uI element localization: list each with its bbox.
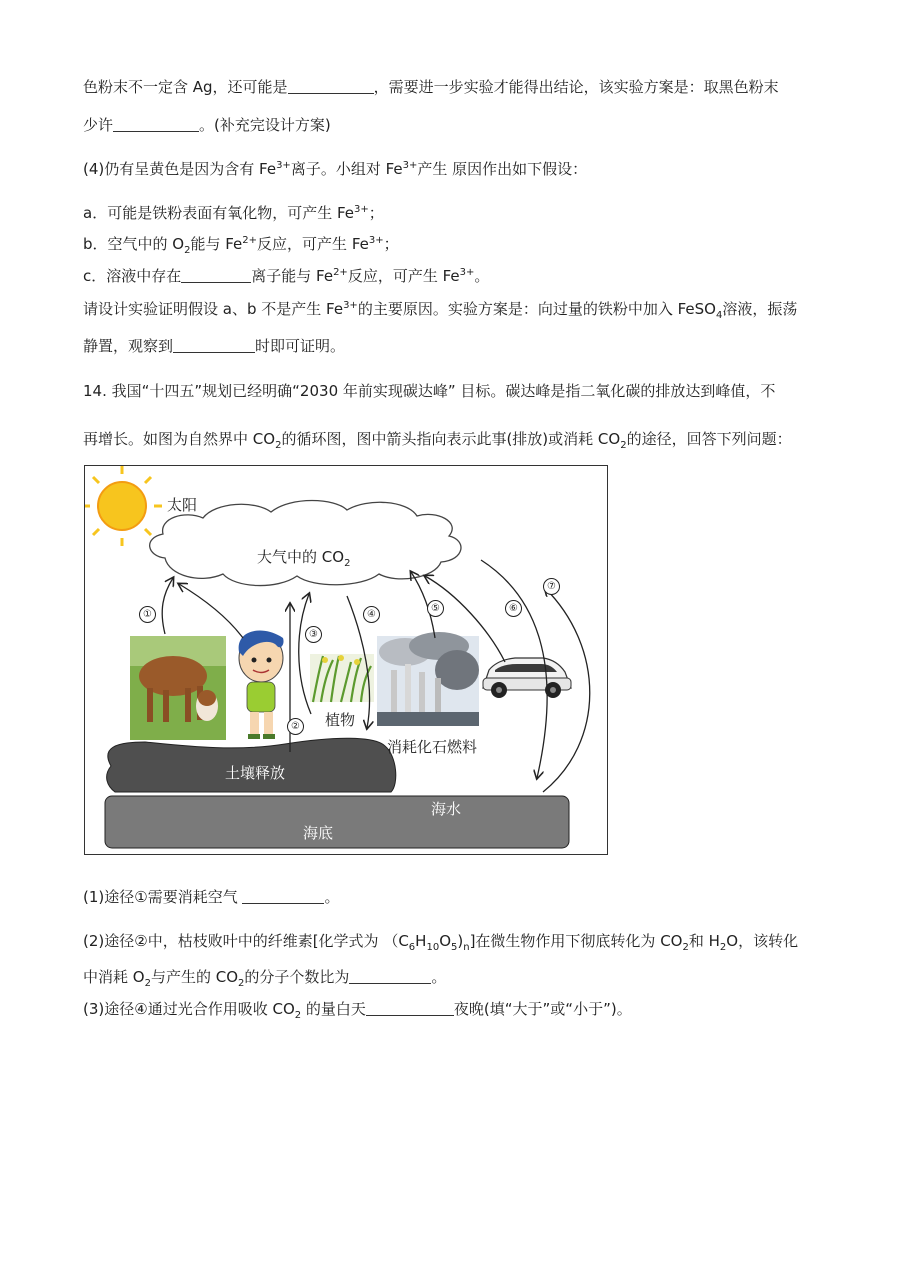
cloud-label: 大气中的 $CO_2$ (257, 548, 351, 569)
hypothesis-a: a．可能是铁粉表面有氧化物，可产生 $Fe^{3+}$； (83, 204, 384, 222)
sub-question-1: (1)途径①需要消耗空气 。 (83, 888, 340, 906)
carbon-cycle-diagram (84, 465, 608, 855)
hypothesis-b: b．空气中的 $O_2$能与 $Fe^{2+}$反应，可产生 $Fe^{3+}$； (83, 235, 399, 256)
sub-question-2-cont: 中消耗 $O_2$与产生的 $CO_2$的分子个数比为 。 (83, 968, 447, 989)
design-line-1: 请设计实验证明假设 a、b 不是产生 $Fe^{3+}$的主要原因。实验方案是：向过量的铁粉中加入 FeSO$_4$溶液，振荡 (83, 300, 798, 321)
plant-image (310, 654, 374, 702)
answer-blank[interactable] (113, 115, 199, 132)
sea-shape (105, 796, 569, 848)
cow-image (130, 636, 226, 740)
route-6-label: ⑥ (505, 600, 522, 617)
route-5-label: ⑤ (427, 600, 444, 617)
route-2-label: ② (287, 718, 304, 735)
seabed-label: 海底 (303, 824, 334, 842)
design-line-2: 静置，观察到 时即可证明。 (83, 337, 346, 355)
text-line: 色粉末不一定含 Ag，还可能是 ，需要进一步实验才能得出结论，该实验方案是：取黑色粉末 (83, 78, 779, 96)
text-line: 少许 。(补充完设计方案) (83, 116, 331, 134)
route-1-label: ① (139, 606, 156, 623)
sun-icon (85, 466, 162, 546)
answer-blank[interactable] (366, 999, 454, 1016)
answer-blank[interactable] (288, 77, 374, 94)
question-4: (4)仍有呈黄色是因为含有 $Fe^{3+}$离子。小组对 $Fe^{3+}$产生 原因作出如下假设： (83, 160, 588, 178)
sub-question-3: (3)途径④通过光合作用吸收 $CO_2$ 的量白天 夜晚(填“大于”或“小于”)。 (83, 1000, 632, 1021)
route-7-label: ⑦ (543, 578, 560, 595)
sun-label: 太阳 (167, 496, 198, 514)
fossil-fuel-label: 消耗化石燃料 (387, 738, 478, 756)
answer-blank[interactable] (173, 336, 255, 353)
plant-label: 植物 (325, 711, 356, 729)
question-14: 14. 我国“十四五”规划已经明确“2030 年前实现碳达峰” 目标。碳达峰是指二氧化碳的排放达到峰值，不 (83, 382, 776, 400)
hypothesis-c: c．溶液中存在 离子能与 $Fe^{2+}$反应，可产生 $Fe^{3+}$。 (83, 267, 490, 285)
boy-image (239, 630, 284, 739)
soil-label: 土壤释放 (225, 764, 286, 782)
route-3-label: ③ (305, 626, 322, 643)
answer-blank[interactable] (349, 967, 431, 984)
answer-blank[interactable] (181, 266, 251, 283)
seawater-label: 海水 (431, 800, 462, 818)
factory-image (377, 632, 479, 726)
car-image (483, 658, 571, 698)
sub-question-2: (2)途径②中，枯枝败叶中的纤维素[化学式为 $(C_6H_{10}O_5)_n$]在微生物作用下彻底转化为 $CO_2$和 $H_2O$，该转化 (83, 932, 799, 953)
route-4-label: ④ (363, 606, 380, 623)
question-14-cont: 再增长。如图为自然界中 $CO_2$的循环图，图中箭头指向表示此事(排放)或消耗 $CO_2$的途径，回答下列问题： (83, 430, 792, 451)
answer-blank[interactable] (242, 887, 324, 904)
